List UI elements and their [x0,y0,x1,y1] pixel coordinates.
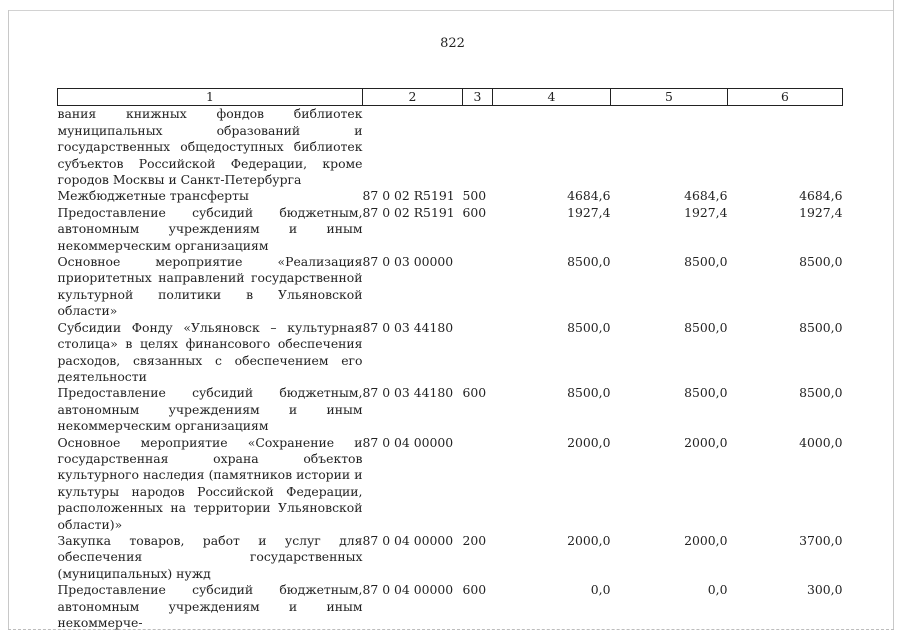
row-name: вания книжных фондов библиотек муниципальных образований и государственных общедоступных библиотек субъектов Российской Федерации, кроме городов Москвы и Санкт-Петербурга [57,106,363,188]
row-value-col5: 2000,0 [684,532,728,548]
row-value-col6: 300,0 [807,582,843,598]
row-value-col4: 4684,6 [567,188,611,204]
table-body [58,106,843,632]
row-kvr [463,435,493,533]
row-value-col4: 8500,0 [567,319,611,335]
row-code: 87 0 03 00000 [362,254,454,270]
table-row [58,435,843,533]
row-code: 87 0 02 R5191 [362,188,455,204]
row-value-col5: 8500,0 [684,254,728,270]
row-code [363,106,463,189]
header-col-5: 5 [611,89,728,106]
header-col-3: 3 [463,89,493,106]
row-value-col5: 4684,6 [684,188,728,204]
row-kvr [463,254,493,320]
header-col-1: 1 [58,89,363,106]
row-value-col4: 2000,0 [567,434,611,450]
table-row [58,582,843,631]
row-kvr [463,106,493,189]
table-row [58,254,843,320]
row-value-col6: 8500,0 [799,319,843,335]
row-value-col6: 8500,0 [799,385,843,401]
row-value-col4: 1927,4 [567,204,611,220]
row-kvr: 200 [462,532,487,548]
row-code: 87 0 03 44180 [362,385,454,401]
row-name: Основное мероприятие «Сохранение и государственная охрана объектов культурного наследия (памятников истории и культуры народов Российской Федерации, расположенных на территории Ульяновской области)» [57,434,363,532]
row-value-col4: 8500,0 [567,254,611,270]
row-name: Межбюджетные трансферты [57,188,249,204]
page-border-top [8,10,894,11]
table-row [58,320,843,386]
row-name: Закупка товаров, работ и услуг для обеспечения государственных (муниципальных) нужд [57,532,363,581]
header-col-4: 4 [493,89,611,106]
page-border-left [8,10,9,630]
table-row [58,106,843,189]
row-value-col6: 4000,0 [799,434,843,450]
row-code: 87 0 02 R5191 [362,204,455,220]
row-value-col5: 2000,0 [684,434,728,450]
row-kvr: 600 [462,582,487,598]
row-value-col4: 2000,0 [567,532,611,548]
row-value-col5: 8500,0 [684,319,728,335]
row-code: 87 0 04 00000 [362,434,454,450]
row-kvr: 500 [462,188,487,204]
header-col-2: 2 [363,89,463,106]
page-number: 822 [440,36,465,51]
row-code: 87 0 04 00000 [362,532,454,548]
row-value-col6 [728,106,843,189]
table-row [58,205,843,254]
row-value-col6: 1927,4 [799,204,843,220]
row-value-col4: 8500,0 [567,385,611,401]
row-kvr [463,320,493,386]
row-value-col4 [493,106,611,189]
row-kvr: 600 [462,204,487,220]
row-value-col5 [611,106,728,189]
row-value-col5: 0,0 [707,582,728,598]
row-name: Предоставление субсидий бюджетным, автономным учреждениям и иным некоммерче- [57,582,363,630]
table-row [58,188,843,204]
row-name: Основное мероприятие «Реализация приоритетных направлений государственной культурной политики в Ульяновской области» [57,254,363,319]
row-value-col5: 1927,4 [684,204,728,220]
row-value-col6: 4684,6 [799,188,843,204]
row-value-col6: 3700,0 [799,532,843,548]
row-name: Предоставление субсидий бюджетным, автономным учреждениям и иным некоммерческим организациям [57,385,363,434]
row-name: Предоставление субсидий бюджетным, автономным учреждениям и иным некоммерческим организациям [57,204,363,253]
row-value-col6: 8500,0 [799,254,843,270]
header-row [58,89,843,106]
table-row [58,385,843,434]
row-code: 87 0 04 00000 [362,582,454,598]
page-border-right [893,0,894,630]
row-kvr: 600 [462,385,487,401]
row-value-col5: 8500,0 [684,385,728,401]
row-value-col4: 0,0 [590,582,611,598]
header-col-6: 6 [728,89,843,106]
row-name: Субсидии Фонду «Ульяновск – культурная столица» в целях финансового обеспечения расходов, связанных с обеспечением его деятельности [57,319,363,384]
table-row [58,533,843,582]
table-header [58,89,843,106]
budget-table [57,88,843,631]
row-code: 87 0 03 44180 [362,319,454,335]
